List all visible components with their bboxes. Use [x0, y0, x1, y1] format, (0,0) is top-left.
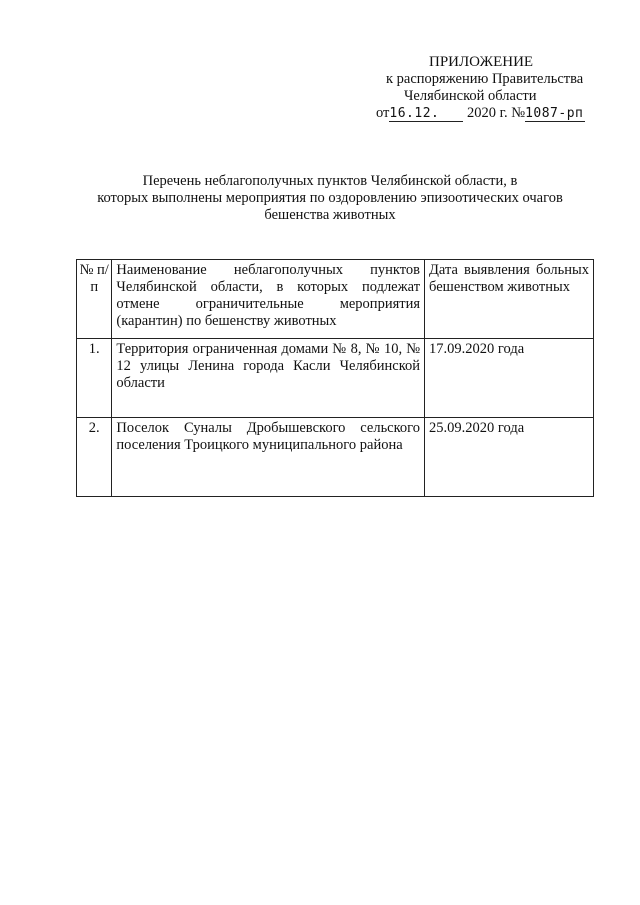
row-num: 2. [77, 418, 112, 497]
appendix-header [360, 54, 610, 122]
table-header-row [77, 260, 594, 339]
appendix-year: 2020 г. № [467, 105, 526, 121]
heading-line-3: бешенства животных [264, 207, 396, 223]
locations-table [76, 259, 594, 497]
appendix-date-line [360, 105, 610, 122]
table-row [77, 418, 594, 497]
document-heading [80, 173, 580, 224]
handwritten-date: 16.12. [389, 106, 463, 122]
handwritten-number: 1087-рп [525, 106, 584, 121]
row-date: 17.09.2020 года [425, 339, 594, 418]
heading-line-1: Перечень неблагополучных пунктов Челябинской области, в [142, 173, 518, 189]
appendix-ot: от [376, 105, 390, 121]
header-date: Дата выявления больных бешенством животных [425, 260, 594, 339]
row-name: Территория ограниченная домами № 8, № 10, № 12 улицы Ленина города Касли Челябинской области [112, 339, 425, 418]
appendix-region-line: Челябинской области [404, 88, 537, 104]
row-num: 1. [77, 339, 112, 418]
header-name: Наименование неблагополучных пунктов Челябинской области, в которых подлежат отмене ограничительные мероприятия (карантин) по бешенству животных [112, 260, 425, 339]
appendix-title: ПРИЛОЖЕНИЕ [429, 54, 534, 70]
header-num: № п/п [77, 260, 112, 339]
row-name: Поселок Суналы Дробышевского сельского поселения Троицкого муниципального района [112, 418, 425, 497]
row-date: 25.09.2020 года [425, 418, 594, 497]
appendix-order-line: к распоряжению Правительства [386, 71, 584, 87]
table-row [77, 339, 594, 418]
heading-line-2: которых выполнены мероприятия по оздоровлению эпизоотических очагов [97, 190, 563, 206]
